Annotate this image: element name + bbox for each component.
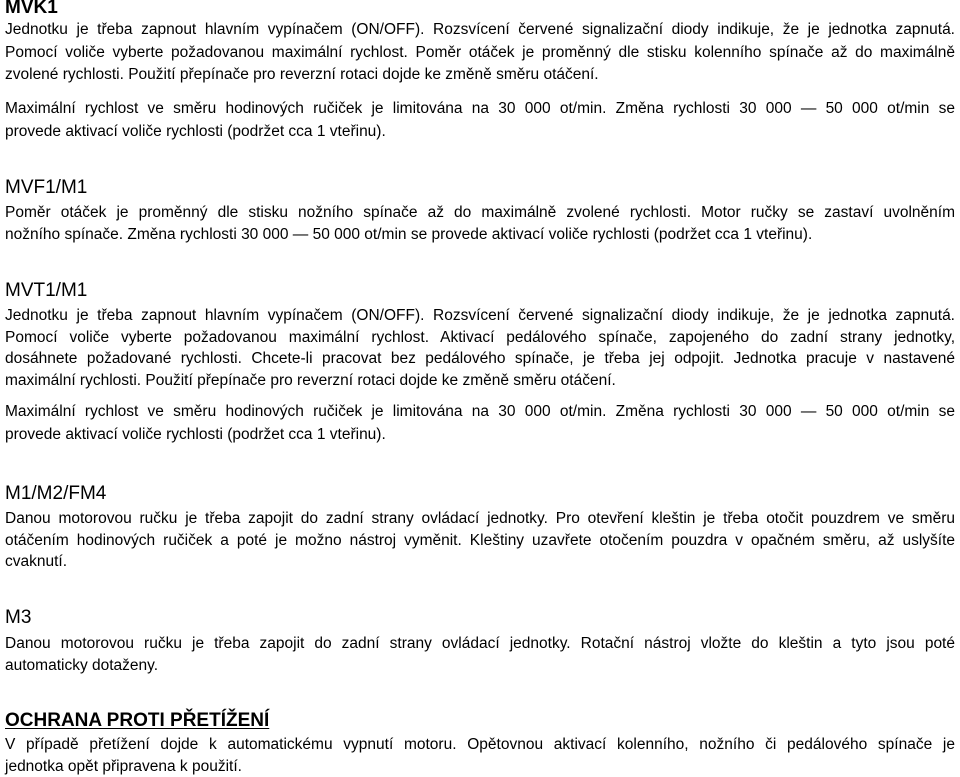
paragraph [5,401,955,446]
paragraph [5,98,955,143]
paragraph-line: cvaknutí. [5,553,68,570]
section-heading: M3 [5,607,32,628]
paragraph-line: Poměr otáček je proměnný dle stisku nožního spínače až do maximálně zvolené rychlosti. Motor ručky se zastaví uvolněním [5,204,955,221]
section-heading: M1/M2/FM4 [5,483,107,504]
section-heading-text: OCHRANA PROTI PŘETÍŽENÍ [5,710,270,731]
paragraph-line: Maximální rychlost ve směru hodinových ručiček je limitována na 30 000 ot/min. Změna rychlosti 30 000 — 50 000 ot/min se [5,403,955,420]
paragraph [5,734,955,777]
paragraph-line: V případě přetížení dojde k automatickému vypnutí motoru. Opětovnou aktivací kolenního, nožního či pedálového spínače je [5,736,955,753]
paragraph-line: Danou motorovou ručku je třeba zapojit do zadní strany ovládací jednotky. Pro otevření kleštin je třeba otočit pouzdrem ve směru [5,510,955,527]
paragraph-line: nožního spínače. Změna rychlosti 30 000 — 50 000 ot/min se provede aktivací voliče rychlosti (podržet cca 1 vteřinu). [5,226,813,243]
paragraph-line: provede aktivací voliče rychlosti (podržet cca 1 vteřinu). [5,425,386,443]
paragraph-line: Maximální rychlost ve směru hodinových ručiček je limitována na 30 000 ot/min. Změna rychlosti 30 000 — 50 000 ot/min se [5,100,955,117]
section-heading [5,710,955,732]
section-heading: MVT1/M1 [5,280,88,301]
paragraph-line: dosáhnete požadované rychlosti. Chcete-li pracovat bez pedálového spínače, je třeba jej odpojit. Jednotka pracuje v nastavené [5,350,955,368]
paragraph-line: Danou motorovou ručku je třeba zapojit do zadní strany ovládací jednotky. Rotační nástroj vložte do kleštin a tyto jsou poté [5,635,955,652]
paragraph-line: Pomocí voliče vyberte požadovanou maximální rychlost. Poměr otáček je proměnný dle stisku kolenního spínače až do maximálně [5,43,955,61]
paragraph [5,633,955,676]
paragraph [5,19,955,87]
paragraph-line: provede aktivací voliče rychlosti (podržet cca 1 vteřinu). [5,122,386,140]
paragraph [5,305,955,392]
paragraph [5,202,955,246]
paragraph-line: Pomocí voliče vyberte požadovanou maximální rychlost. Aktivací pedálového spínače, zapojeného do zadní strany jednotky, [5,328,955,346]
paragraph-line: zvolené rychlosti. Použití přepínače pro reverzní rotaci dojde ke změně směru otáčení. [5,66,599,83]
section-heading: MVK1 [5,0,58,18]
paragraph-line: jednotka opět připravena k použití. [5,757,242,775]
paragraph-line: Jednotku je třeba zapnout hlavním vypínačem (ON/OFF). Rozsvícení červené signalizační diody indikuje, že je jednotka zapnutá. [5,21,955,38]
paragraph-line: automaticky dotaženy. [5,656,159,674]
paragraph [5,508,955,573]
section-heading: MVF1/M1 [5,177,88,198]
paragraph-line: maximální rychlosti. Použití přepínače pro reverzní rotaci dojde ke změně směru otáčení. [5,372,616,390]
paragraph-line: otáčením hodinových ručiček a poté je možno nástroj vyměnit. Kleštiny uzavřete otočením pouzdra v opačném směru, až uslyšíte [5,531,955,549]
paragraph-line: Jednotku je třeba zapnout hlavním vypínačem (ON/OFF). Rozsvícení červené signalizační diody indikuje, že je jednotka zapnutá. [5,307,955,324]
